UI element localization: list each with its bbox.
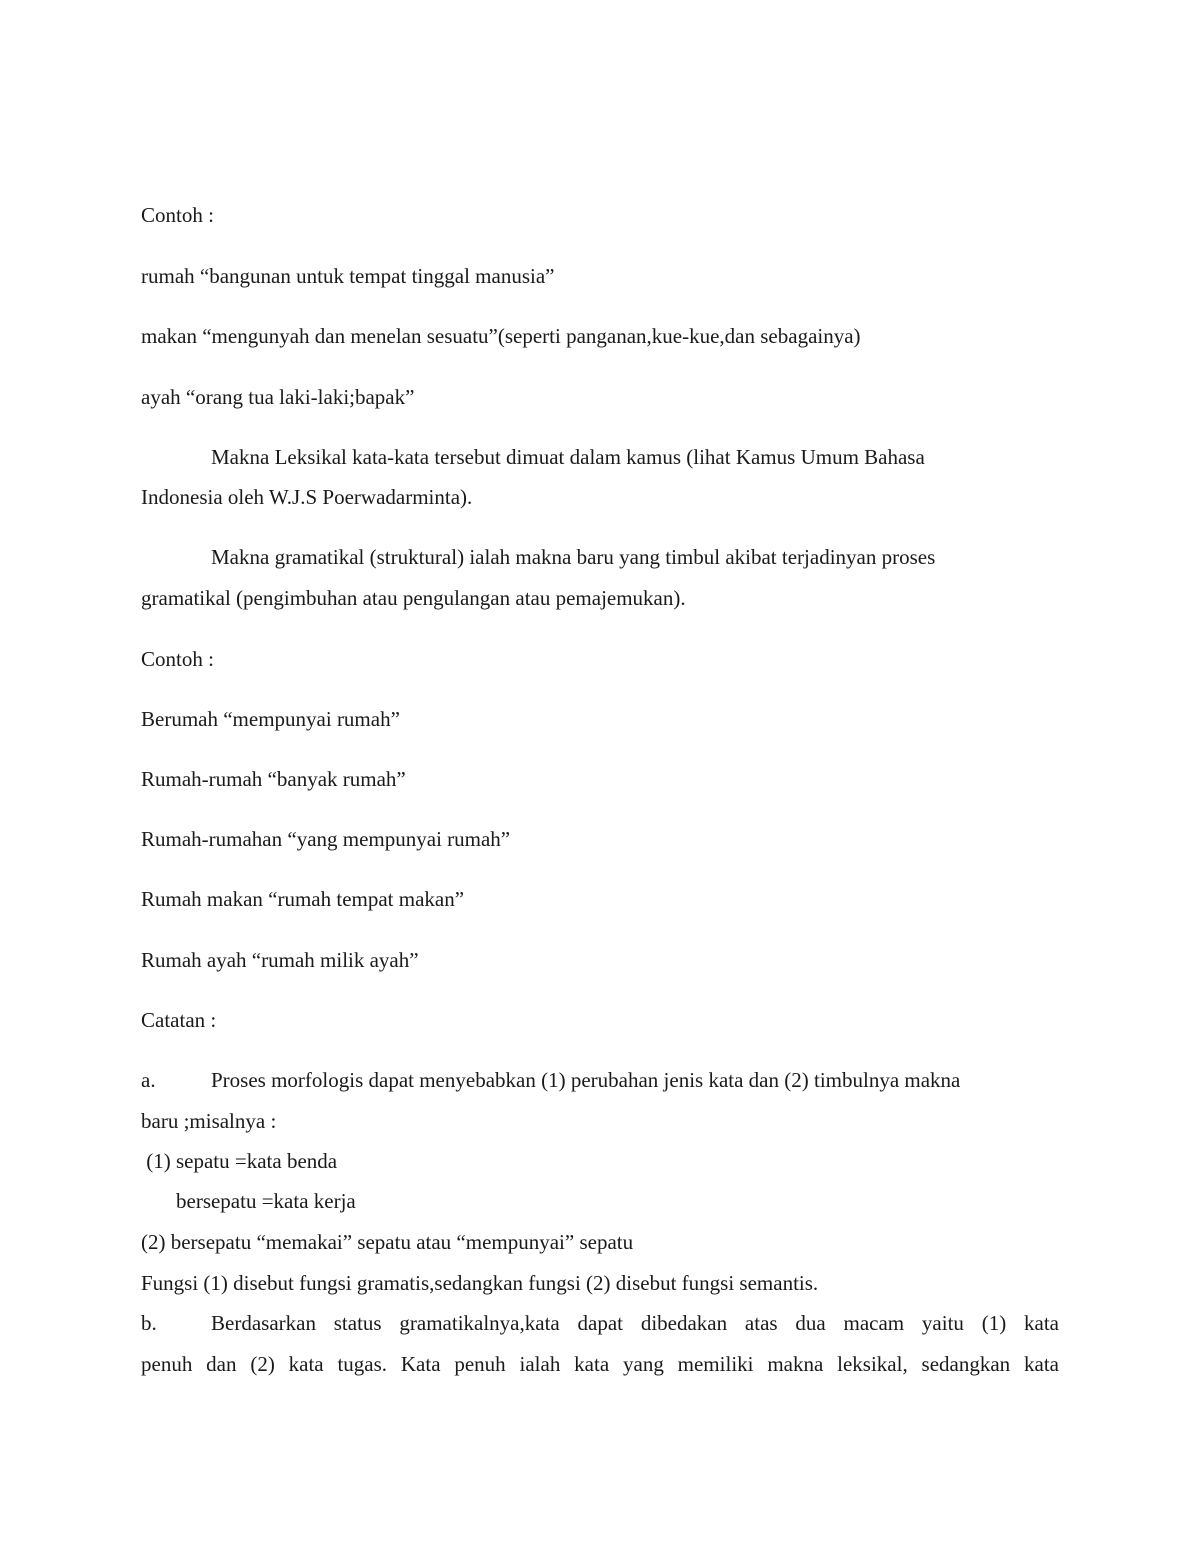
paragraph-lexical-line-2: Indonesia oleh W.J.S Poerwadarminta).: [141, 485, 473, 509]
note-b-line-2: penuh dan (2) kata tugas. Kata penuh ialah kata yang memiliki makna leksikal, sedangkan kata: [141, 1352, 1059, 1376]
example-line-rumah-rumahan: Rumah-rumahan “yang mempunyai rumah”: [141, 827, 511, 851]
paragraph-grammatical-line-1: Makna gramatikal (struktural) ialah makna baru yang timbul akibat terjadinyan proses: [211, 545, 936, 569]
example-line-makan: makan “mengunyah dan menelan sesuatu”(seperti panganan,kue-kue,dan sebagainya): [141, 324, 861, 348]
example-line-rumah-rumah: Rumah-rumah “banyak rumah”: [141, 767, 406, 791]
note-a-line-1: Proses morfologis dapat menyebabkan (1) perubahan jenis kata dan (2) timbulnya makna: [211, 1068, 961, 1092]
example-line-rumah: rumah “bangunan untuk tempat tinggal manusia”: [141, 264, 555, 288]
note-a-function-line: Fungsi (1) disebut fungsi gramatis,sedangkan fungsi (2) disebut fungsi semantis.: [141, 1271, 819, 1295]
example-line-berumah: Berumah “mempunyai rumah”: [141, 707, 400, 731]
note-a-example-2: bersepatu =kata kerja: [176, 1189, 356, 1213]
paragraph-lexical-line-1: Makna Leksikal kata-kata tersebut dimuat dalam kamus (lihat Kamus Umum Bahasa: [211, 445, 925, 469]
list-marker-a: a.: [141, 1068, 156, 1092]
example-line-rumah-ayah: Rumah ayah “rumah milik ayah”: [141, 948, 419, 972]
note-b-line-1: Berdasarkan status gramatikalnya,kata dapat dibedakan atas dua macam yaitu (1) kata: [211, 1311, 1059, 1335]
list-marker-b: b.: [141, 1311, 157, 1335]
note-a-example-3: (2) bersepatu “memakai” sepatu atau “mempunyai” sepatu: [141, 1230, 634, 1254]
notes-heading: Catatan :: [141, 1008, 217, 1032]
example-line-ayah: ayah “orang tua laki-laki;bapak”: [141, 385, 415, 409]
paragraph-grammatical-line-2: gramatikal (pengimbuhan atau pengulangan atau pemajemukan).: [141, 586, 686, 610]
note-a-line-2: baru ;misalnya :: [141, 1109, 277, 1133]
example-line-rumah-makan: Rumah makan “rumah tempat makan”: [141, 887, 465, 911]
example-heading-1: Contoh :: [141, 203, 214, 227]
note-a-example-1: (1) sepatu =kata benda: [141, 1149, 338, 1173]
example-heading-2: Contoh :: [141, 647, 214, 671]
